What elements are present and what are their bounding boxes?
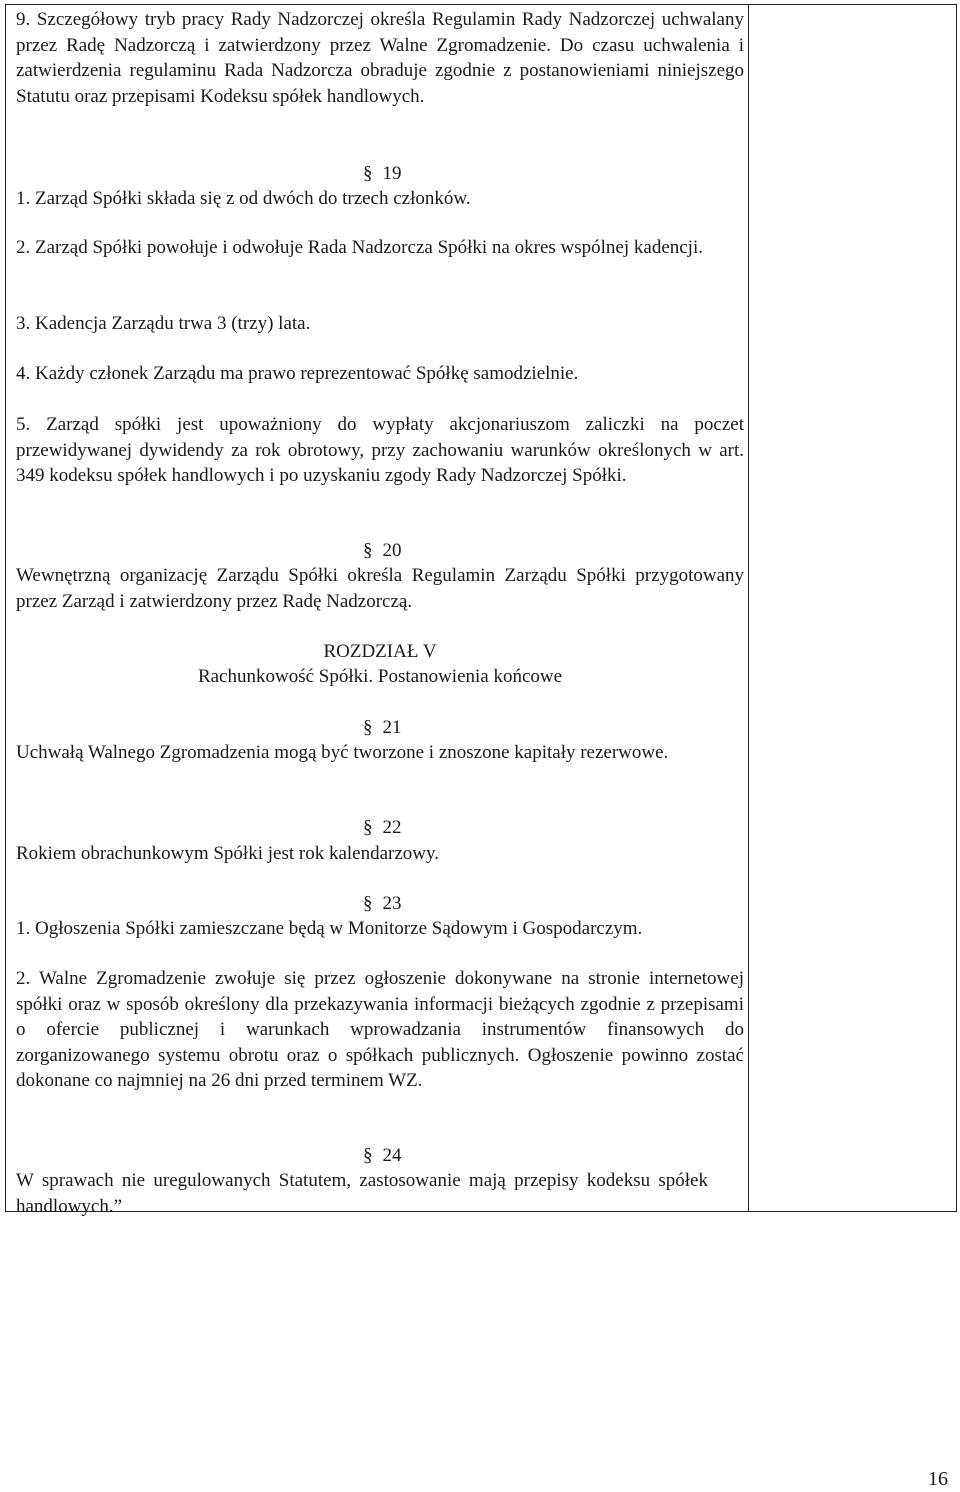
s19-item-1: 1. Zarząd Spółki składa się z od dwóch do trzech członków. <box>16 188 471 209</box>
section-22-heading <box>363 815 402 840</box>
section-number: 23 <box>382 893 402 914</box>
section-21-heading <box>363 715 402 740</box>
s19-item-4: 4. Każdy członek Zarządu ma prawo reprezentować Spółkę samodzielnie. <box>16 363 579 384</box>
section-symbol: § <box>363 540 373 561</box>
section-symbol: § <box>363 1145 373 1166</box>
section-number: 20 <box>382 540 402 561</box>
s20-text: Wewnętrzną organizację Zarządu Spółki określa Regulamin Zarządu Spółki przygotowany przez Zarząd i zatwierdzony przez Radę Nadzorczą. <box>16 565 744 612</box>
statute-table <box>5 4 957 1217</box>
chapter-subtitle: Rachunkowość Spółki. Postanowienia końcowe <box>197 666 563 687</box>
section-symbol: § <box>363 163 373 184</box>
section-number: 24 <box>382 1145 402 1166</box>
chapter-title: ROZDZIAŁ V <box>323 641 437 662</box>
s23-item-2: 2. Walne Zgromadzenie zwołuje się przez ogłoszenie dokonywane na stronie internetowej spółki oraz w sposób określony dla przekazywania informacji bieżących zgodnie z przepisami o ofercie publicznej i warunkach wprowadzania instrumentów finansowych do zorganizowanego systemu obrotu oraz o spółkach publicznych. Ogłoszenie powinno zostać dokonane co najmniej na 26 dni przed terminem WZ. <box>16 968 744 1091</box>
paragraph-9: 9. Szczegółowy tryb pracy Rady Nadzorczej określa Regulamin Rady Nadzorczej uchwalany przez Radę Nadzorczą i zatwierdzony przez Walne Zgromadzenie. Do czasu uchwalenia i zatwierdzenia regulaminu Rada Nadzorcza obraduje zgodnie z postanowieniami niniejszego Statutu oraz przepisami Kodeksu spółek handlowych. <box>16 9 744 107</box>
s24-text: W sprawach nie uregulowanych Statutem, zastosowanie mają przepisy kodeksu spółek handlowych.” <box>16 1170 708 1217</box>
s19-item-3: 3. Kadencja Zarządu trwa 3 (trzy) lata. <box>16 313 311 334</box>
statute-text-cell <box>6 5 749 1217</box>
empty-side-cell <box>749 5 956 1211</box>
s19-item-5: 5. Zarząd spółki jest upoważniony do wypłaty akcjonariuszom zaliczki na poczet przewidywanej dywidendy za rok obrotowy, przy zachowaniu warunków określonych w art. 349 kodeksu spółek handlowych i po uzyskaniu zgody Rady Nadzorczej Spółki. <box>16 414 744 486</box>
page-number: 16 <box>928 1468 948 1490</box>
section-number: 19 <box>382 163 402 184</box>
section-19-heading <box>363 161 402 186</box>
section-symbol: § <box>363 717 373 738</box>
section-symbol: § <box>363 893 373 914</box>
section-23-heading <box>363 891 402 916</box>
section-number: 21 <box>382 717 402 738</box>
s21-text: Uchwałą Walnego Zgromadzenia mogą być tworzone i znoszone kapitały rezerwowe. <box>16 742 669 763</box>
s22-text: Rokiem obrachunkowym Spółki jest rok kalendarzowy. <box>16 843 440 864</box>
section-number: 22 <box>382 817 402 838</box>
s19-item-2: 2. Zarząd Spółki powołuje i odwołuje Rada Nadzorcza Spółki na okres wspólnej kadencji. <box>16 237 703 258</box>
section-20-heading <box>363 538 402 563</box>
s23-item-1: 1. Ogłoszenia Spółki zamieszczane będą w Monitorze Sądowym i Gospodarczym. <box>16 918 643 939</box>
section-24-heading <box>363 1143 402 1168</box>
section-symbol: § <box>363 817 373 838</box>
